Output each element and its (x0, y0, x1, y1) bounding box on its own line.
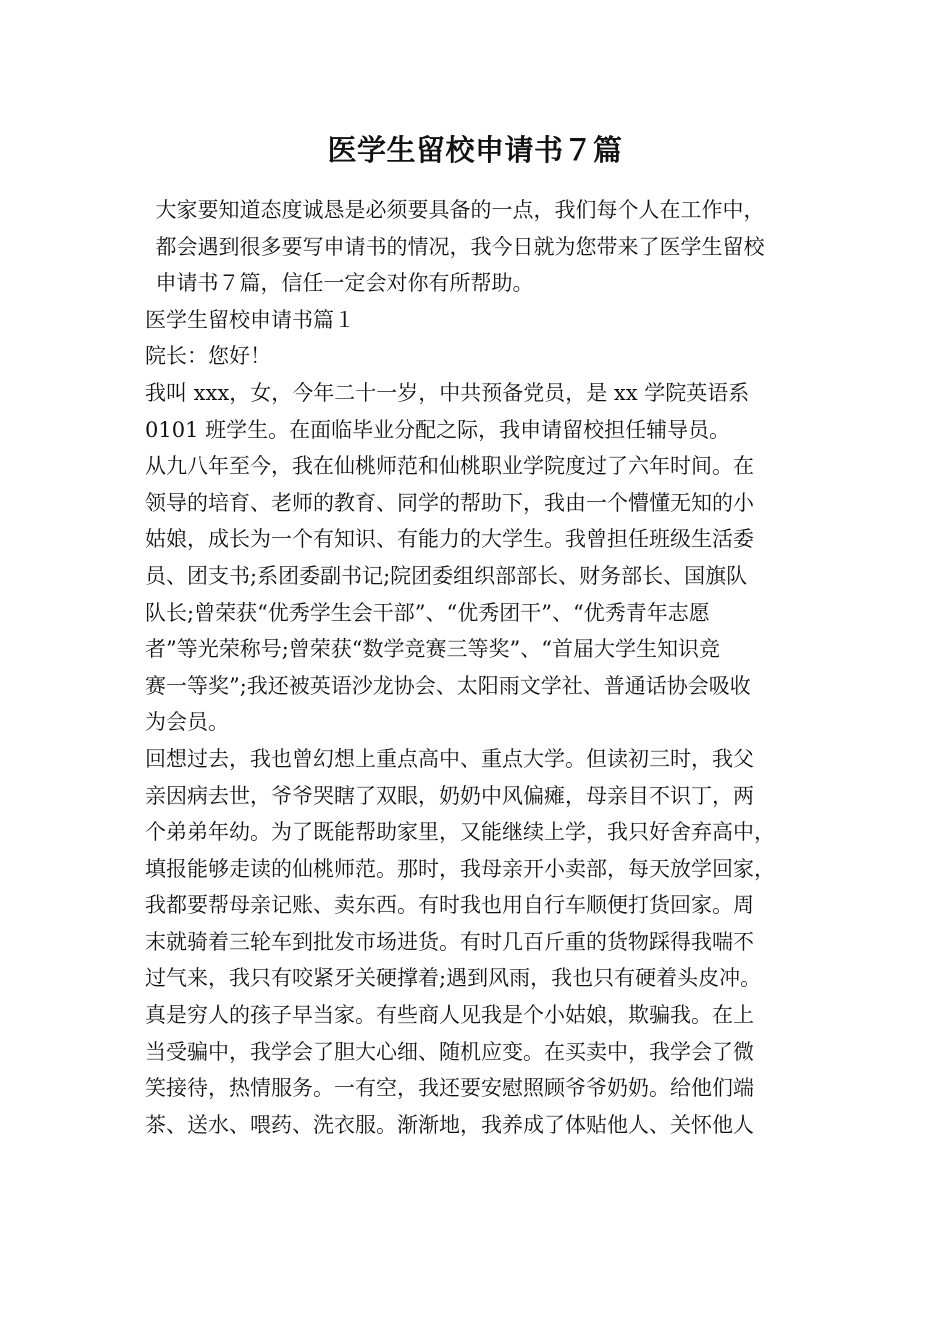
paragraph-line: 赛一等奖”;我还被英语沙龙协会、太阳雨文学社、普通话协会吸收 (145, 673, 751, 698)
intro-line: 都会遇到很多要写申请书的情况，我今日就为您带来了医学生留校 (155, 234, 765, 259)
paragraph-line: 领导的培育、老师的教育、同学的帮助下，我由一个懵懂无知的小 (145, 490, 754, 515)
intro-paragraph (145, 192, 820, 302)
document-title: 医学生留校申请书７篇 (327, 133, 623, 167)
paragraph-line: 真是穷人的孩子早当家。有些商人见我是个小姑娘，欺骗我。在上 (145, 1003, 754, 1028)
paragraph-line: 队长;曾荣获“优秀学生会干部”、“优秀团干”、“优秀青年志愿 (145, 600, 710, 625)
paragraph-line: 我叫 xxx，女，今年二十一岁，中共预备党员，是 xx 学院英语系 (145, 380, 750, 405)
document-body (145, 192, 820, 1143)
paragraph-line: 末就骑着三轮车到批发市场进货。有时几百斤重的货物踩得我喘不 (145, 929, 754, 954)
paragraph-line: 当受骗中，我学会了胆大心细、随机应变。在买卖中，我学会了微 (145, 1039, 754, 1064)
intro-line: 大家要知道态度诚恳是必须要具备的一点，我们每个人在工作中， (155, 198, 765, 222)
paragraph-line: 0101 班学生。在面临毕业分配之际，我申请留校担任辅导员。 (145, 417, 731, 442)
intro-line: 申请书７篇，信任一定会对你有所帮助。 (155, 271, 534, 296)
paragraph-line: 个弟弟年幼。为了既能帮助家里，又能继续上学，我只好舍弃高中， (145, 820, 775, 845)
paragraph-2 (145, 448, 820, 741)
paragraph-line: 笑接待，热情服务。一有空，我还要安慰照顾爷爷奶奶。给他们端 (145, 1076, 754, 1101)
paragraph-line: 者”等光荣称号;曾荣获“数学竞赛三等奖”、“首届大学生知识竞 (145, 637, 721, 662)
paragraph-line: 过气来，我只有咬紧牙关硬撑着;遇到风雨，我也只有硬着头皮冲。 (145, 966, 762, 991)
paragraph-line: 员、团支书;系团委副书记;院团委组织部部长、财务部长、国旗队 (145, 563, 748, 588)
paragraph-line: 姑娘，成长为一个有知识、有能力的大学生。我曾担任班级生活委 (145, 527, 754, 552)
paragraph-line: 亲因病去世，爷爷哭瞎了双眼，奶奶中风偏瘫，母亲目不识丁，两 (145, 783, 754, 808)
paragraph-line: 填报能够走读的仙桃师范。那时，我母亲开小卖部，每天放学回家， (145, 856, 775, 881)
paragraph-3 (145, 741, 820, 1144)
paragraph-line: 茶、送水、喂药、洗衣服。渐渐地，我养成了体贴他人、关怀他人 (145, 1112, 754, 1137)
paragraph-line: 从九八年至今，我在仙桃师范和仙桃职业学院度过了六年时间。在 (145, 454, 754, 479)
section-heading: 医学生留校申请书篇１ (145, 307, 355, 332)
paragraph-line: 为会员。 (145, 710, 229, 735)
section-heading-block (145, 302, 820, 375)
paragraph-line: 我都要帮母亲记账、卖东西。有时我也用自行车顺便打货回家。周 (145, 893, 754, 918)
paragraph-1 (145, 375, 820, 448)
salutation: 院长：您好！ (145, 344, 271, 369)
paragraph-line: 回想过去，我也曾幻想上重点高中、重点大学。但读初三时，我父 (145, 746, 754, 771)
